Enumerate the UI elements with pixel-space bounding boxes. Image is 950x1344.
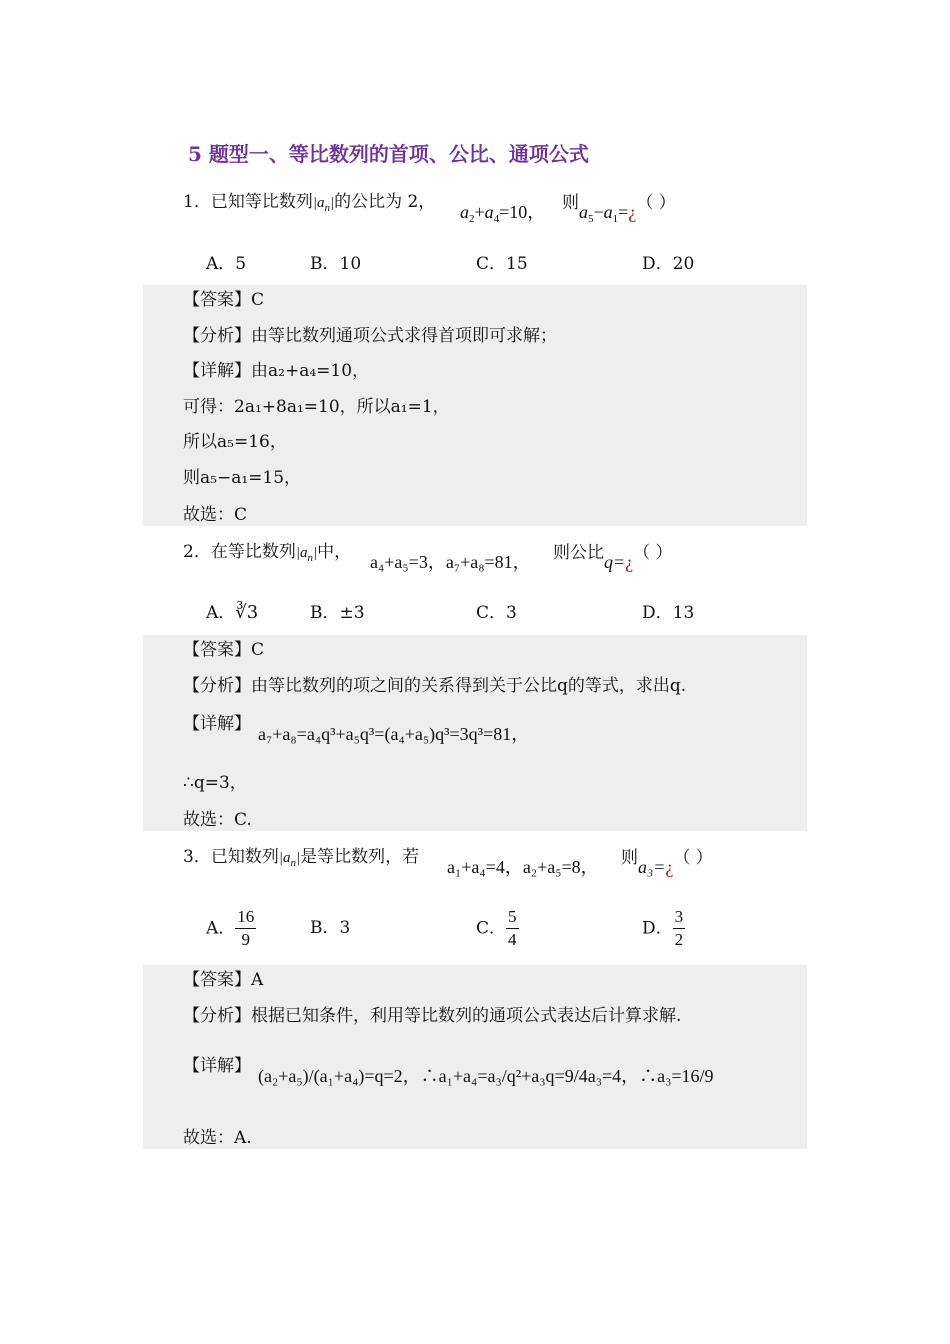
- q1-stem-text-b: 的公比为 2，: [334, 192, 436, 212]
- q3-stem: 3．已知数列$|a_n|$是等比数列，若: [183, 847, 420, 869]
- q3-blank-marker: ¿: [665, 857, 674, 877]
- q2-sequence: $|a_n|$: [295, 545, 318, 564]
- q1-condition: $a_2+a_4=10$，: [460, 202, 546, 225]
- q2-option-d[interactable]: D．13: [642, 603, 695, 623]
- q2-ask: 则公比q=¿（ ）: [553, 543, 673, 572]
- section-title: 5 题型一、等比数列的首项、公比、通项公式: [188, 142, 589, 166]
- q3-option-d[interactable]: D． $\frac{3}{2}$: [642, 907, 684, 949]
- q1-paren: （ ）: [636, 193, 676, 213]
- q2-detail-3: 故选：C.: [183, 810, 252, 830]
- q3-sequence: $|a_n|$: [278, 850, 301, 869]
- q3-option-d-fraction: $\frac{3}{2}$: [674, 907, 684, 949]
- q1-ask: 则$a_5-a_1=¿$（ ）: [562, 193, 676, 225]
- q1-detail-2: 可得：2a₁+8a₁=10，所以a₁=1，: [183, 397, 450, 417]
- q3-paren: （ ）: [673, 848, 713, 868]
- q1-option-c[interactable]: C．15: [476, 254, 528, 274]
- q1-detail-5: 故选：C: [183, 505, 248, 525]
- q1-analysis: 【分析】由等比数列通项公式求得首项即可求解；: [183, 326, 557, 346]
- q1-sequence: $|a_n|$: [312, 195, 335, 214]
- q1-stem-text-a: 已知等比数列: [210, 192, 313, 212]
- q2-paren: （ ）: [633, 543, 673, 563]
- q3-analysis: 【分析】根据已知条件，利用等比数列的通项公式表达后计算求解.: [183, 1006, 682, 1026]
- q2-option-a[interactable]: A．∛3: [206, 602, 259, 623]
- q3-option-c-fraction: $\frac{5}{4}$: [508, 907, 517, 949]
- q3-condition: a₁+a₄=4，a₂+a₅=8，: [447, 857, 599, 877]
- q2-analysis: 【分析】由等比数列的项之间的关系得到关于公比q的等式，求出q.: [183, 676, 687, 696]
- q3-ask: 则a₃=¿（ ）: [621, 848, 713, 877]
- q3-option-a-fraction: $\frac{16}{9}$: [237, 907, 255, 949]
- q1-answer: 【答案】C: [183, 290, 265, 310]
- q3-option-a[interactable]: A． $\frac{16}{9}$: [206, 907, 255, 949]
- q2-answer: 【答案】C: [183, 640, 265, 660]
- q1-detail-3: 所以a₅=16，: [183, 432, 287, 452]
- q1-blank-marker: ¿: [628, 202, 637, 222]
- q3-detail-tag: 【详解】: [183, 1056, 251, 1076]
- q1-number: 1．: [183, 192, 211, 212]
- q2-option-b[interactable]: B．±3: [310, 603, 365, 623]
- q3-detail-1: (a₂+a₅)/(a₁+a₄)=q=2，∴a₁+a₄=a₃/q²+a₃q=9/4a₃=4，∴a₃=16/9: [258, 1066, 714, 1086]
- q3-answer: 【答案】A: [183, 970, 264, 990]
- q2-option-c[interactable]: C．3: [476, 603, 517, 623]
- q2-detail-tag: 【详解】: [183, 714, 251, 734]
- q2-detail-1: a₇+a₈=a₄q³+a₅q³=(a₄+a₅)q³=3q³=81，: [258, 724, 530, 744]
- q1-option-a[interactable]: A．5: [206, 254, 247, 274]
- q3-option-b[interactable]: B．3: [310, 918, 351, 938]
- q1-stem: [183, 192, 435, 213]
- q1-option-d[interactable]: D．20: [642, 254, 695, 274]
- q3-option-c[interactable]: C． $\frac{5}{4}$: [476, 907, 517, 949]
- q1-detail-1: 【详解】由a₂+a₄=10，: [183, 361, 370, 381]
- q3-detail-2: 故选：A.: [183, 1128, 252, 1148]
- q2-stem: 2．在等比数列$|a_n|$中，: [183, 542, 352, 564]
- q2-blank-marker: ¿: [625, 552, 634, 572]
- q2-detail-2: ∴q=3，: [183, 773, 247, 793]
- q2-condition: a₄+a₅=3，a₇+a₈=81，: [370, 552, 531, 572]
- q1-option-b[interactable]: B．10: [310, 254, 362, 274]
- q1-detail-4: 则a₅−a₁=15，: [183, 468, 302, 488]
